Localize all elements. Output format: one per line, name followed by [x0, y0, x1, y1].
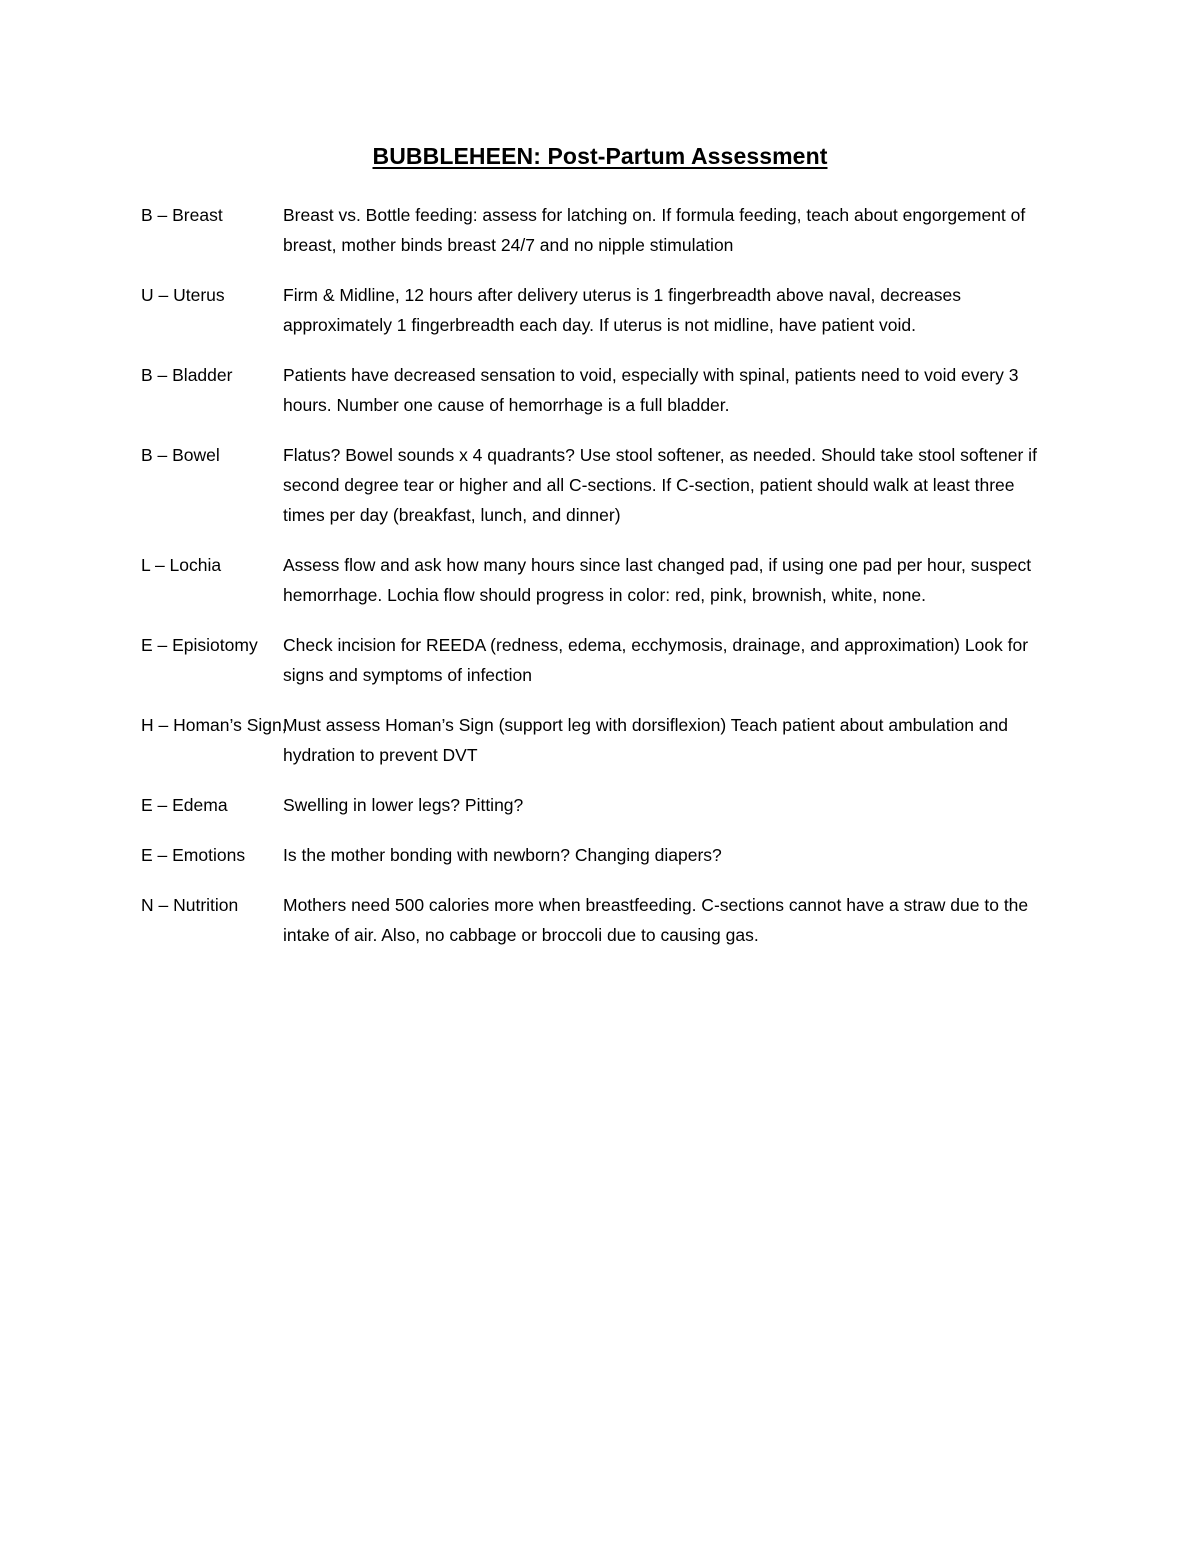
entry-description: Swelling in lower legs? Pitting?: [283, 795, 524, 815]
entry-term: L – Lochia: [141, 555, 222, 575]
entry-term: E – Emotions: [141, 845, 246, 865]
entry-term: B – Bladder: [141, 365, 233, 385]
entry-description: Assess flow and ask how many hours since last changed pad, if using one pad per hour, suspect hemorrhage. Lochia flow should progress in color: red, pink, brownish, white, none.: [283, 555, 1032, 605]
entry-term: E – Episiotomy: [141, 635, 258, 655]
assessment-entry-bladder: [141, 360, 1061, 420]
entry-term: U – Uterus: [141, 285, 225, 305]
assessment-entry-breast: [141, 200, 1061, 260]
assessment-list: [141, 200, 1061, 970]
assessment-entry-nutrition: [141, 890, 1061, 950]
assessment-entry-lochia: [141, 550, 1061, 610]
entry-description: Check incision for REEDA (redness, edema, ecchymosis, drainage, and approximation) Look for signs and symptoms of infection: [283, 635, 1029, 685]
assessment-entry-uterus: [141, 280, 1061, 340]
entry-term: H – Homan’s Sign,: [141, 715, 287, 735]
entry-term: B – Bowel: [141, 445, 220, 465]
assessment-entry-episiotomy: [141, 630, 1061, 690]
assessment-entry-bowel: [141, 440, 1061, 530]
entry-description: Flatus? Bowel sounds x 4 quadrants? Use stool softener, as needed. Should take stool softener if second degree tear or higher and all C-sections. If C-section, patient should walk at least three times per day (breakfast, lunch, and dinner): [283, 445, 1037, 525]
document-title: BUBBLEHEEN: Post-Partum Assessment: [372, 143, 828, 169]
entry-term: N – Nutrition: [141, 895, 239, 915]
entry-description: Must assess Homan’s Sign (support leg with dorsiflexion) Teach patient about ambulation and hydration to prevent DVT: [283, 715, 1009, 765]
assessment-entry-emotions: [141, 840, 1061, 870]
entry-description: Firm & Midline, 12 hours after delivery uterus is 1 fingerbreadth above naval, decreases approximately 1 fingerbreadth each day. If uterus is not midline, have patient void.: [283, 285, 961, 335]
assessment-entry-homans-sign: [141, 710, 1061, 770]
entry-term: E – Edema: [141, 795, 228, 815]
entry-description: Breast vs. Bottle feeding: assess for latching on. If formula feeding, teach about engorgement of breast, mother binds breast 24/7 and no nipple stimulation: [283, 205, 1026, 255]
assessment-entry-edema: [141, 790, 1061, 820]
entry-term: B – Breast: [141, 205, 223, 225]
entry-description: Patients have decreased sensation to void, especially with spinal, patients need to void every 3 hours. Number one cause of hemorrhage is a full bladder.: [283, 365, 1019, 415]
entry-description: Mothers need 500 calories more when breastfeeding. C-sections cannot have a straw due to the intake of air. Also, no cabbage or broccoli due to causing gas.: [283, 895, 1029, 945]
entry-description: Is the mother bonding with newborn? Changing diapers?: [283, 845, 722, 865]
